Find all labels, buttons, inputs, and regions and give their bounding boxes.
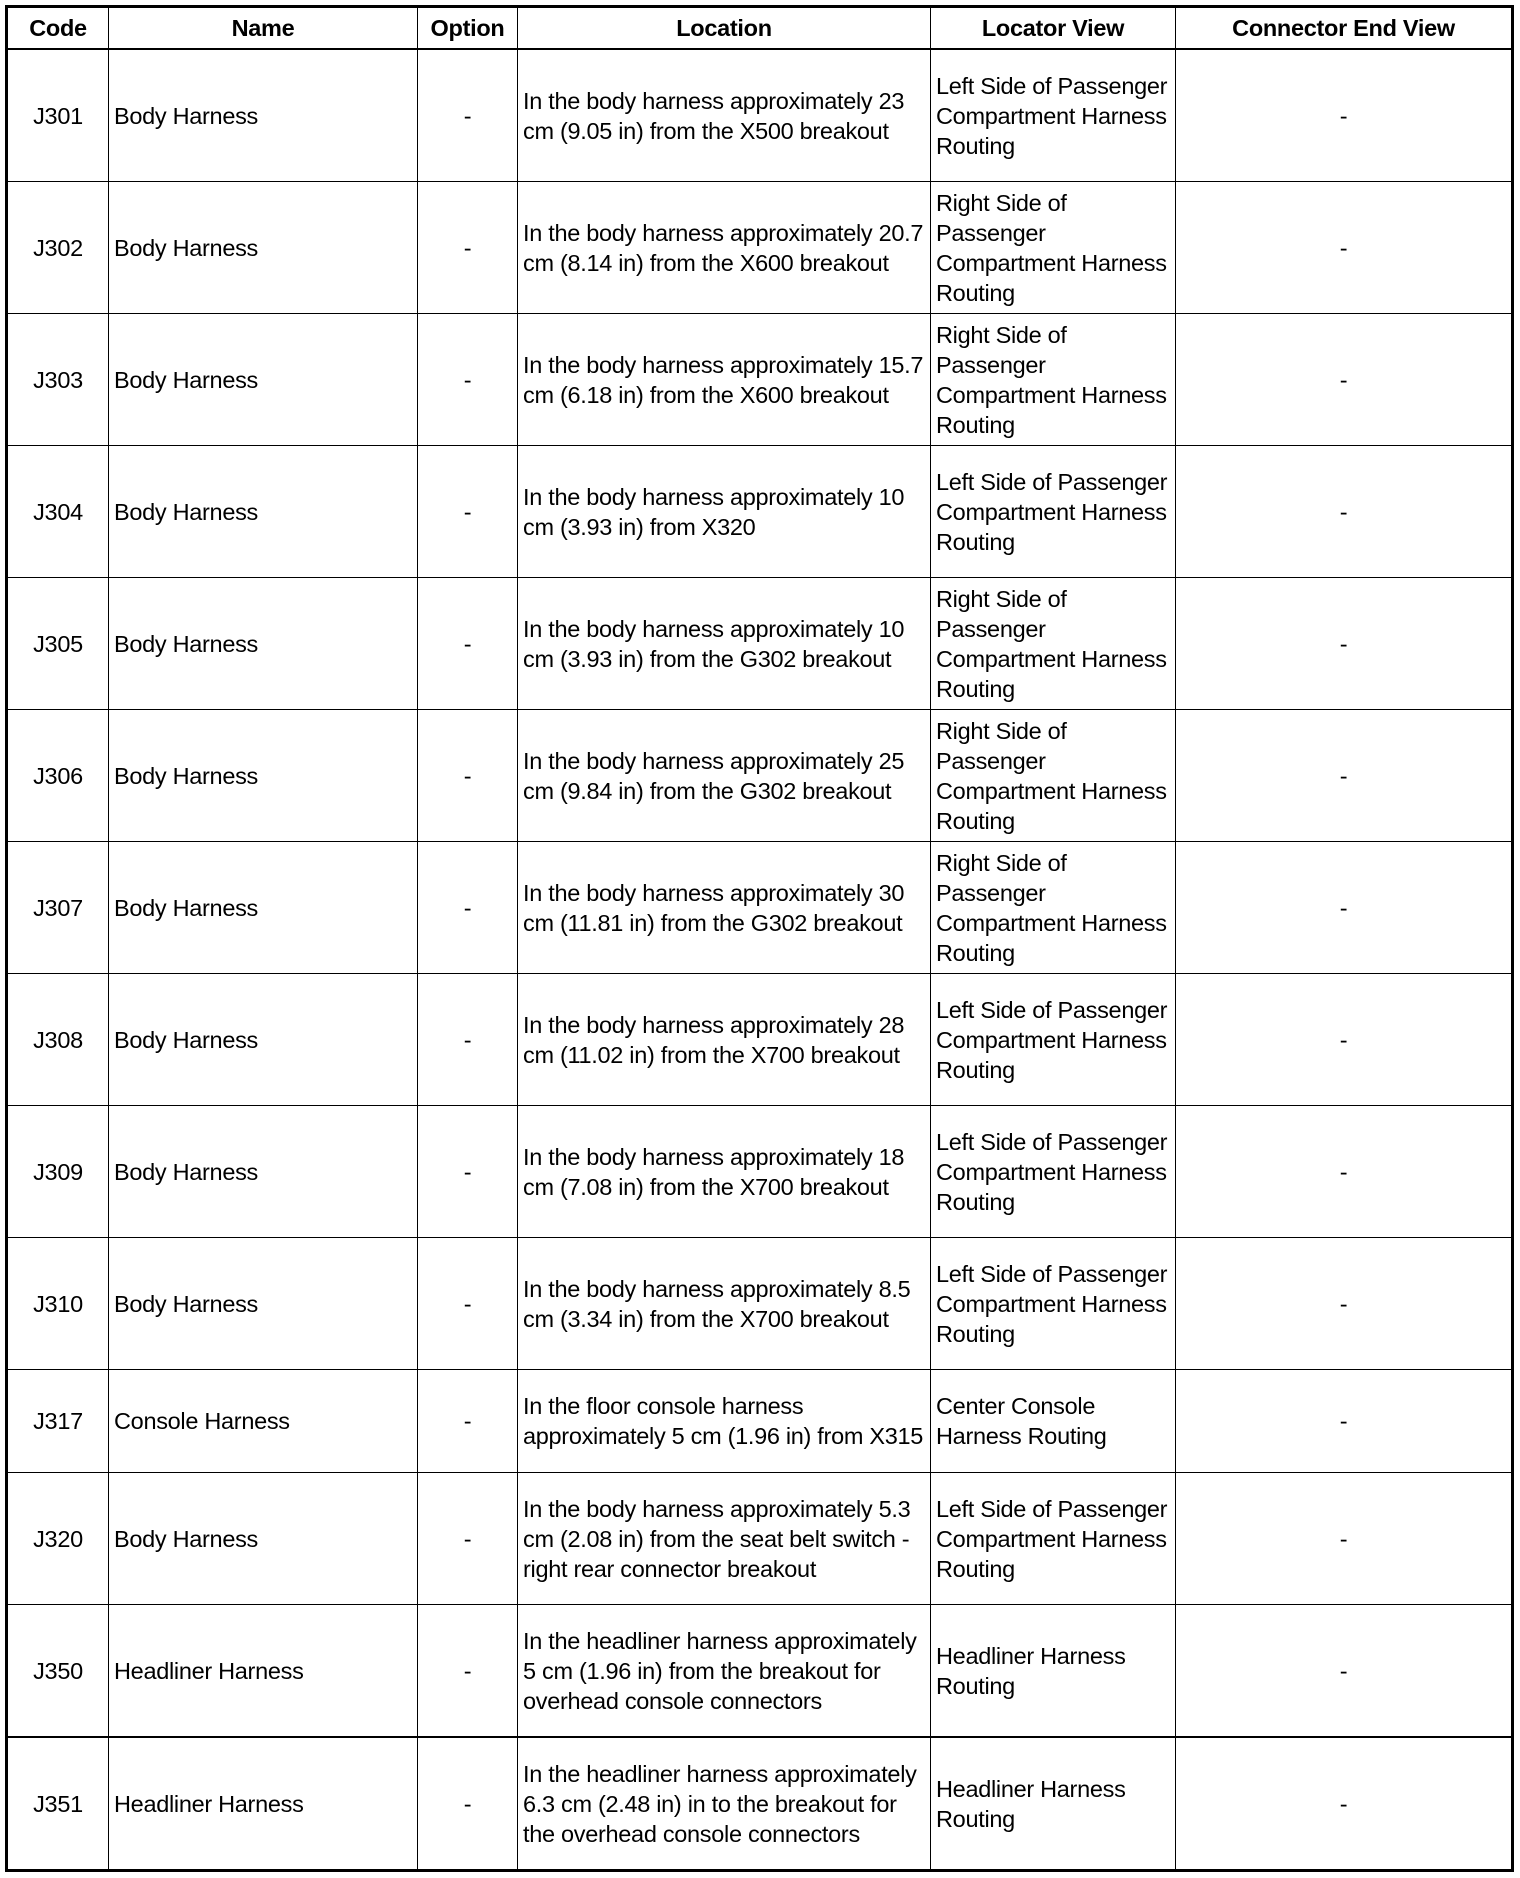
cell-location: In the floor console harness approximately 5 cm (1.96 in) from X315 [518, 1370, 931, 1473]
cell-location: In the body harness approximately 8.5 cm (3.34 in) from the X700 breakout [518, 1238, 931, 1370]
cell-locator: Left Side of Passenger Compartment Harness Routing [931, 1106, 1176, 1238]
table-row [7, 182, 1513, 314]
cell-name: Body Harness [109, 182, 418, 314]
cell-code: J351 [7, 1737, 109, 1871]
cell-locator: Right Side of Passenger Compartment Harness Routing [931, 710, 1176, 842]
cell-option: - [418, 1370, 518, 1473]
header-location: Location [518, 7, 931, 50]
table-row [7, 710, 1513, 842]
cell-code: J350 [7, 1605, 109, 1738]
cell-code: J309 [7, 1106, 109, 1238]
table-row [7, 974, 1513, 1106]
cell-end-view: - [1176, 1238, 1513, 1370]
cell-end-view: - [1176, 1737, 1513, 1871]
cell-end-view: - [1176, 578, 1513, 710]
cell-option: - [418, 1473, 518, 1605]
cell-end-view: - [1176, 710, 1513, 842]
cell-locator: Left Side of Passenger Compartment Harness Routing [931, 446, 1176, 578]
header-option: Option [418, 7, 518, 50]
cell-name: Body Harness [109, 974, 418, 1106]
cell-name: Body Harness [109, 49, 418, 182]
cell-name: Console Harness [109, 1370, 418, 1473]
table-row [7, 49, 1513, 182]
table-row [7, 842, 1513, 974]
header-name: Name [109, 7, 418, 50]
cell-end-view: - [1176, 974, 1513, 1106]
cell-end-view: - [1176, 314, 1513, 446]
cell-code: J308 [7, 974, 109, 1106]
cell-location: In the body harness approximately 10 cm (3.93 in) from the G302 breakout [518, 578, 931, 710]
table-row [7, 1473, 1513, 1605]
cell-end-view: - [1176, 1605, 1513, 1738]
cell-locator: Center Console Harness Routing [931, 1370, 1176, 1473]
cell-code: J304 [7, 446, 109, 578]
table-row [7, 578, 1513, 710]
cell-location: In the body harness approximately 18 cm (7.08 in) from the X700 breakout [518, 1106, 931, 1238]
table-row [7, 1737, 1513, 1871]
cell-option: - [418, 446, 518, 578]
header-row [7, 7, 1513, 50]
cell-location: In the body harness approximately 15.7 cm (6.18 in) from the X600 breakout [518, 314, 931, 446]
cell-end-view: - [1176, 446, 1513, 578]
cell-name: Headliner Harness [109, 1605, 418, 1738]
cell-name: Body Harness [109, 578, 418, 710]
cell-code: J320 [7, 1473, 109, 1605]
header-locator-view: Locator View [931, 7, 1176, 50]
cell-option: - [418, 314, 518, 446]
cell-locator: Headliner Harness Routing [931, 1737, 1176, 1871]
cell-name: Body Harness [109, 842, 418, 974]
cell-code: J317 [7, 1370, 109, 1473]
cell-option: - [418, 974, 518, 1106]
cell-end-view: - [1176, 1370, 1513, 1473]
cell-option: - [418, 1238, 518, 1370]
cell-location: In the body harness approximately 10 cm (3.93 in) from X320 [518, 446, 931, 578]
cell-code: J303 [7, 314, 109, 446]
cell-end-view: - [1176, 1473, 1513, 1605]
cell-option: - [418, 578, 518, 710]
cell-end-view: - [1176, 842, 1513, 974]
table-row [7, 446, 1513, 578]
cell-name: Body Harness [109, 1106, 418, 1238]
cell-location: In the body harness approximately 25 cm (9.84 in) from the G302 breakout [518, 710, 931, 842]
cell-code: J302 [7, 182, 109, 314]
header-code: Code [7, 7, 109, 50]
cell-location: In the headliner harness approximately 6.3 cm (2.48 in) in to the breakout for the overhead console connectors [518, 1737, 931, 1871]
cell-locator: Left Side of Passenger Compartment Harness Routing [931, 49, 1176, 182]
cell-name: Body Harness [109, 314, 418, 446]
cell-name: Body Harness [109, 1238, 418, 1370]
cell-option: - [418, 49, 518, 182]
cell-code: J310 [7, 1238, 109, 1370]
table-row [7, 1106, 1513, 1238]
cell-location: In the body harness approximately 23 cm (9.05 in) from the X500 breakout [518, 49, 931, 182]
table-row [7, 1238, 1513, 1370]
cell-locator: Right Side of Passenger Compartment Harness Routing [931, 182, 1176, 314]
cell-name: Body Harness [109, 446, 418, 578]
cell-option: - [418, 1605, 518, 1738]
cell-locator: Right Side of Passenger Compartment Harness Routing [931, 842, 1176, 974]
cell-location: In the body harness approximately 20.7 cm (8.14 in) from the X600 breakout [518, 182, 931, 314]
table-row [7, 1370, 1513, 1473]
cell-option: - [418, 1106, 518, 1238]
cell-location: In the body harness approximately 30 cm (11.81 in) from the G302 breakout [518, 842, 931, 974]
cell-locator: Right Side of Passenger Compartment Harness Routing [931, 314, 1176, 446]
cell-end-view: - [1176, 1106, 1513, 1238]
cell-code: J306 [7, 710, 109, 842]
cell-locator: Left Side of Passenger Compartment Harness Routing [931, 1238, 1176, 1370]
connector-table [5, 5, 1514, 1872]
cell-location: In the body harness approximately 28 cm (11.02 in) from the X700 breakout [518, 974, 931, 1106]
cell-location: In the headliner harness approximately 5 cm (1.96 in) from the breakout for overhead console connectors [518, 1605, 931, 1738]
header-connector-end-view: Connector End View [1176, 7, 1513, 50]
cell-locator: Left Side of Passenger Compartment Harness Routing [931, 1473, 1176, 1605]
cell-code: J301 [7, 49, 109, 182]
cell-locator: Headliner Harness Routing [931, 1605, 1176, 1738]
cell-option: - [418, 182, 518, 314]
cell-name: Body Harness [109, 1473, 418, 1605]
cell-code: J305 [7, 578, 109, 710]
cell-option: - [418, 710, 518, 842]
cell-code: J307 [7, 842, 109, 974]
table-row [7, 1605, 1513, 1738]
cell-location: In the body harness approximately 5.3 cm (2.08 in) from the seat belt switch - right rear connector breakout [518, 1473, 931, 1605]
cell-name: Headliner Harness [109, 1737, 418, 1871]
cell-end-view: - [1176, 49, 1513, 182]
cell-end-view: - [1176, 182, 1513, 314]
table-row [7, 314, 1513, 446]
cell-option: - [418, 1737, 518, 1871]
cell-locator: Left Side of Passenger Compartment Harness Routing [931, 974, 1176, 1106]
cell-locator: Right Side of Passenger Compartment Harness Routing [931, 578, 1176, 710]
cell-option: - [418, 842, 518, 974]
cell-name: Body Harness [109, 710, 418, 842]
